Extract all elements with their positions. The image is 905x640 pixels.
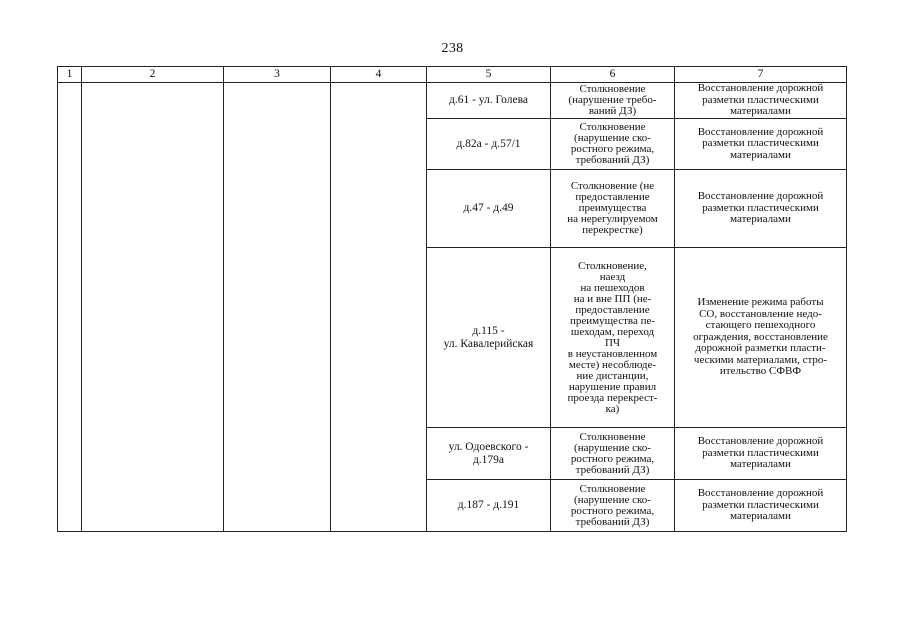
accident-type-cell <box>551 248 675 428</box>
table-row <box>58 83 847 119</box>
measures-text: Изменение режима работы СО, восстановление недо- стающего пешеходного ограждения, восстановление дорожной разметки пласти- ческими материалами, стро- ительство СФВФ <box>693 296 828 378</box>
accident-type-cell <box>551 119 675 170</box>
header-col-7: 7 <box>675 67 847 83</box>
page-number: 238 <box>441 41 464 56</box>
header-col-1: 1 <box>58 67 82 83</box>
empty-cell-col-3 <box>224 83 331 532</box>
accident-type-cell <box>551 428 675 480</box>
header-col-4: 4 <box>331 67 427 83</box>
location-text: д.82а - д.57/1 <box>456 137 521 150</box>
location-cell <box>427 119 551 170</box>
accident-type-text: Столкновение (нарушение ско- ростного режима, требований ДЗ) <box>570 121 655 166</box>
accident-type-text: Столкновение, наезд на пешеходов на и вне ПП (не- предоставление преимущества пе- шеходам, переход ПЧ в неустановленном месте) несоблюде- ние дистанции, нарушение правил проезда перекрест- ка) <box>567 259 658 415</box>
location-text: д.61 - ул. Голева <box>448 94 528 107</box>
accident-type-text: Столкновение (нарушение ско- ростного режима, требований ДЗ) <box>570 482 655 528</box>
measures-cell <box>675 428 847 480</box>
empty-cell-col-2 <box>82 83 224 532</box>
measures-cell <box>675 248 847 428</box>
location-text: д.187 - д.191 <box>457 499 520 512</box>
location-cell <box>427 480 551 532</box>
header-col-5: 5 <box>427 67 551 83</box>
accident-type-text: Столкновение (нарушение требо- ваний ДЗ) <box>568 83 657 117</box>
measures-text: Восстановление дорожной разметки пластическими материалами <box>697 435 824 471</box>
location-text: д.47 - д.49 <box>463 202 514 215</box>
measures-cell <box>675 119 847 170</box>
location-text: д.115 - ул. Кавалерийская <box>443 325 534 350</box>
measures-text: Восстановление дорожной разметки пластическими материалами <box>697 82 824 118</box>
location-cell <box>427 428 551 480</box>
location-text: ул. Одоевского - д.179а <box>448 441 529 466</box>
measures-text: Восстановление дорожной разметки пластическими материалами <box>697 190 824 226</box>
accident-type-cell <box>551 170 675 248</box>
measures-text: Восстановление дорожной разметки пластическими материалами <box>697 125 824 161</box>
header-col-3: 3 <box>224 67 331 83</box>
accident-type-text: Столкновение (нарушение ско- ростного режима, требований ДЗ) <box>570 430 655 476</box>
empty-cell-col-1 <box>58 83 82 532</box>
location-cell <box>427 248 551 428</box>
empty-cell-col-4 <box>331 83 427 532</box>
header-col-2: 2 <box>82 67 224 83</box>
accident-type-text: Столкновение (не предоставление преимущества на нерегулируемом перекрестке) <box>567 180 658 236</box>
location-cell <box>427 83 551 119</box>
measures-cell <box>675 83 847 119</box>
measures-cell <box>675 480 847 532</box>
accident-type-cell <box>551 480 675 532</box>
header-col-6: 6 <box>551 67 675 83</box>
header-row <box>58 67 847 83</box>
measures-text: Восстановление дорожной разметки пластическими материалами <box>697 487 824 523</box>
location-cell <box>427 170 551 248</box>
measures-cell <box>675 170 847 248</box>
accident-measures-table <box>57 66 847 532</box>
accident-type-cell <box>551 83 675 119</box>
